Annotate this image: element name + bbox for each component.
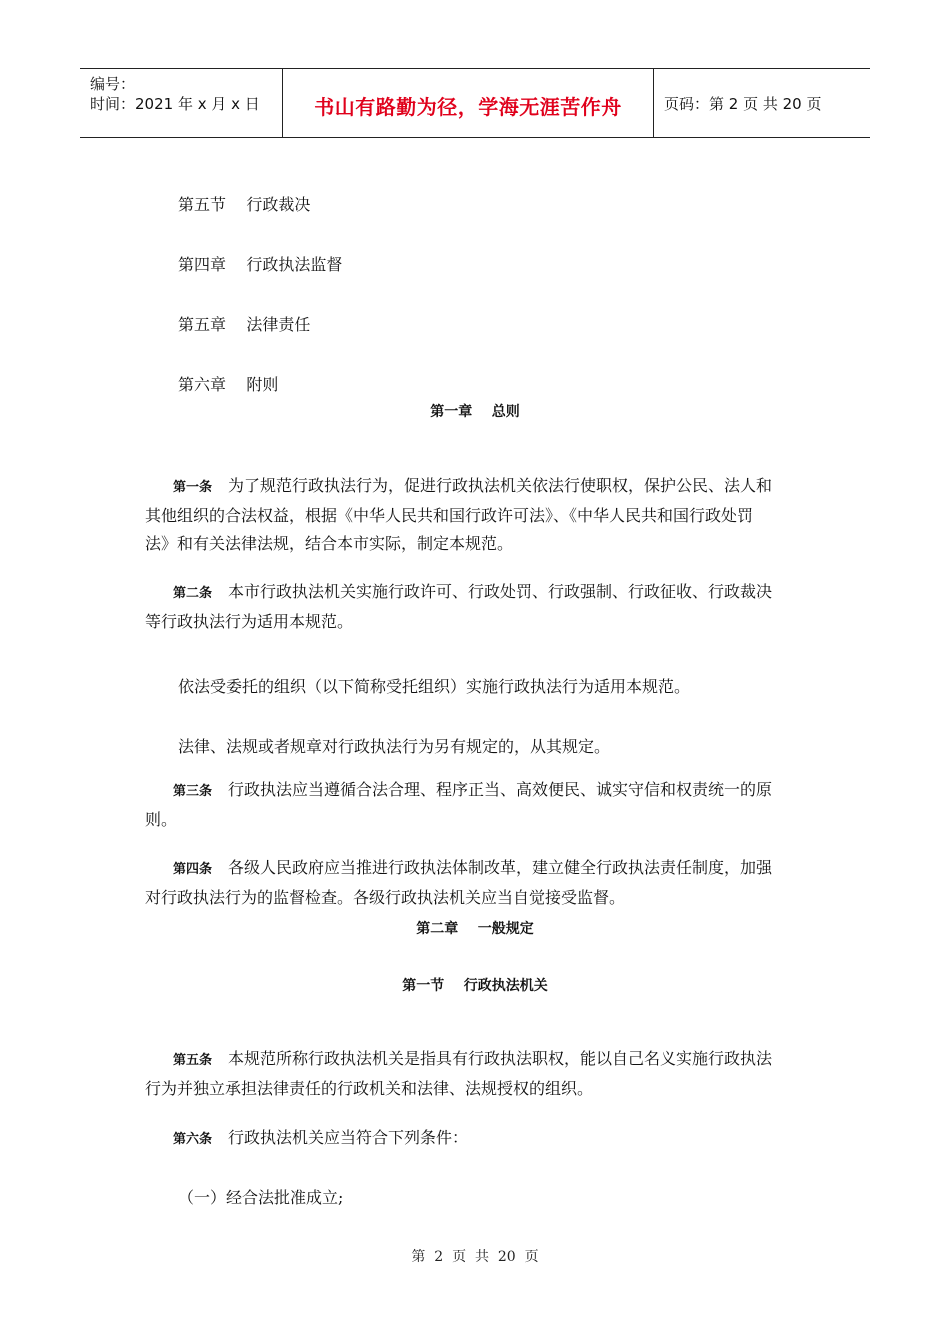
article-3 — [145, 776, 805, 834]
article-text: 法》和有关法律法规，结合本市实际，制定本规范。 — [145, 534, 514, 553]
article-text: 行政执法机关应当符合下列条件： — [228, 1128, 469, 1147]
article-text: 本市行政执法机关实施行政许可、行政处罚、行政强制、行政征收、行政裁决 — [228, 582, 773, 601]
header-motto: 书山有路勤为径，学海无涯苦作舟 — [314, 95, 622, 119]
time-label: 时间：2021 年 x 月 x 日 — [90, 95, 260, 113]
header-page-cell — [654, 69, 870, 137]
article-4 — [145, 854, 805, 912]
article-text: 各级人民政府应当推进行政执法体制改革，建立健全行政执法责任制度，加强 — [228, 858, 773, 877]
article-2-paragraph: 法律、法规或者规章对行政执法行为另有规定的，从其规定。 — [178, 737, 611, 756]
article-text: 行政执法应当遵循合法合理、程序正当、高效便民、诚实守信和权责统一的原 — [228, 780, 773, 799]
article-text: 行为并独立承担法律责任的行政机关和法律、法规授权的组织。 — [145, 1079, 594, 1098]
toc-item: 第六章 附则 — [178, 375, 279, 394]
article-label: 第四条 — [173, 862, 213, 877]
article-5 — [145, 1045, 805, 1103]
page-footer: 第 2 页 共 20 页 — [411, 1249, 539, 1265]
article-label: 第二条 — [173, 586, 213, 601]
article-text: 本规范所称行政执法机关是指具有行政执法职权，能以自己名义实施行政执法 — [228, 1049, 773, 1068]
article-label: 第三条 — [173, 784, 213, 799]
article-2 — [145, 578, 805, 636]
article-label: 第六条 — [173, 1132, 213, 1147]
article-text: 对行政执法行为的监督检查。各级行政执法机关应当自觉接受监督。 — [145, 888, 626, 907]
article-1 — [145, 472, 805, 558]
article-label: 第一条 — [173, 480, 213, 495]
header-motto-cell — [282, 69, 654, 137]
article-2-paragraph: 依法受委托的组织（以下简称受托组织）实施行政执法行为适用本规范。 — [178, 677, 691, 696]
chapter-heading: 第一章 总则 — [430, 404, 520, 420]
article-6 — [145, 1124, 805, 1154]
article-text: 等行政执法行为适用本规范。 — [145, 612, 354, 631]
toc-item: 第四章 行政执法监督 — [178, 255, 343, 274]
header-meta-cell — [80, 69, 282, 137]
article-text: 为了规范行政执法行为，促进行政执法机关依法行使职权，保护公民、法人和 — [228, 476, 773, 495]
toc-item: 第五章 法律责任 — [178, 315, 311, 334]
article-text: 其他组织的合法权益，根据《中华人民共和国行政许可法》、《中华人民共和国行政处罚 — [145, 506, 754, 525]
header-page-info: 页码：第 2 页 共 20 页 — [664, 95, 822, 113]
list-item: （一）经合法批准成立; — [178, 1188, 344, 1207]
chapter-heading: 第二章 一般规定 — [416, 921, 534, 937]
document-header — [80, 68, 870, 138]
article-label: 第五条 — [173, 1053, 213, 1068]
toc-item: 第五节 行政裁决 — [178, 195, 311, 214]
article-text: 则。 — [145, 810, 178, 829]
number-label: 编号： — [90, 75, 136, 93]
section-heading: 第一节 行政执法机关 — [402, 978, 548, 994]
